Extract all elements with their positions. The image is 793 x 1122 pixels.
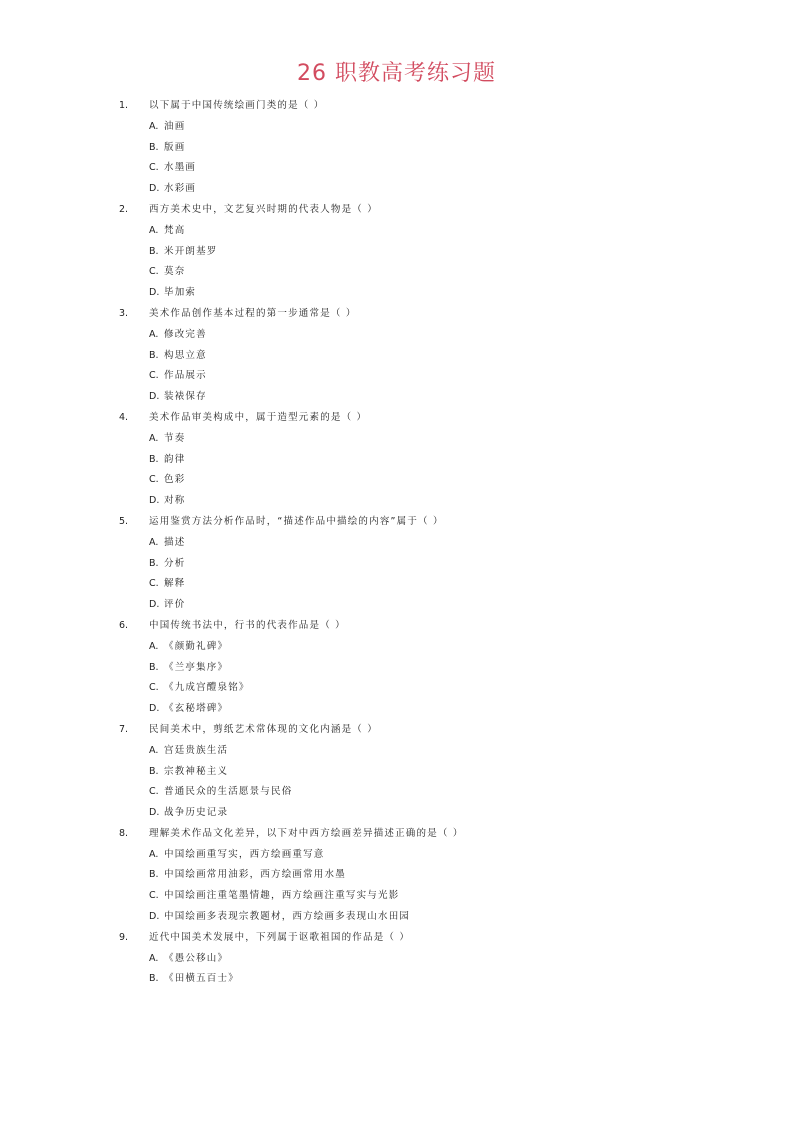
- answer-option: [0, 741, 793, 762]
- option-letter: D.: [149, 391, 160, 403]
- answer-option: [0, 595, 793, 616]
- option-letter: C.: [149, 266, 159, 278]
- answer-option: [0, 907, 793, 928]
- option-letter: C.: [149, 162, 159, 174]
- question-text: 西方美术史中，文艺复兴时期的代表人物是（ ）: [149, 203, 378, 215]
- option-text: 宗教神秘主义: [164, 765, 229, 777]
- option-text: 水彩画: [164, 183, 197, 195]
- answer-option: [0, 865, 793, 886]
- answer-option: [0, 699, 793, 720]
- question-stem: [0, 96, 793, 117]
- option-text: 《颜勤礼碑》: [164, 640, 229, 652]
- option-letter: D.: [149, 287, 160, 299]
- question-number: 1.: [119, 100, 129, 111]
- answer-option: [0, 346, 793, 367]
- question-item: [0, 96, 793, 200]
- option-text: 评价: [164, 599, 186, 611]
- option-text: 韵律: [164, 453, 186, 465]
- question-number: 6.: [119, 619, 129, 631]
- option-text: 《田横五百士》: [164, 973, 239, 985]
- option-text: 米开朗基罗: [164, 245, 218, 257]
- answer-option: [0, 366, 793, 387]
- option-text: 中国绘画常用油彩，西方绘画常用水墨: [164, 869, 346, 881]
- answer-option: [0, 554, 793, 575]
- question-text: 运用鉴赏方法分析作品时，“描述作品中描绘的内容”属于（ ）: [149, 515, 444, 527]
- option-text: 分析: [164, 557, 186, 569]
- option-text: 油画: [164, 120, 186, 132]
- answer-option: [0, 179, 793, 200]
- option-text: 描述: [164, 536, 186, 548]
- option-text: 毕加索: [164, 287, 197, 299]
- option-text: 水墨画: [164, 162, 197, 174]
- answer-option: [0, 533, 793, 554]
- question-number: 3.: [119, 307, 129, 319]
- answer-option: [0, 429, 793, 450]
- option-text: 梵高: [164, 224, 186, 236]
- question-text: 中国传统书法中，行书的代表作品是（ ）: [149, 619, 346, 631]
- option-text: 《兰亭集序》: [164, 661, 229, 673]
- answer-option: [0, 782, 793, 803]
- answer-option: [0, 658, 793, 679]
- option-letter: B.: [149, 245, 159, 257]
- option-text: 战争历史记录: [164, 807, 229, 819]
- answer-option: [0, 762, 793, 783]
- option-letter: A.: [149, 536, 159, 548]
- answer-option: [0, 678, 793, 699]
- option-letter: A.: [149, 224, 159, 236]
- option-text: 修改完善: [164, 328, 207, 340]
- question-item: [0, 304, 793, 408]
- answer-option: [0, 283, 793, 304]
- option-letter: D.: [149, 495, 160, 507]
- answer-option: [0, 242, 793, 263]
- option-letter: A.: [149, 848, 159, 860]
- question-stem: [0, 512, 793, 533]
- option-letter: B.: [149, 973, 159, 985]
- answer-option: [0, 886, 793, 907]
- question-number: 2.: [119, 203, 129, 215]
- answer-option: [0, 158, 793, 179]
- answer-option: [0, 803, 793, 824]
- question-stem: [0, 720, 793, 741]
- option-text: 普通民众的生活愿景与民俗: [164, 786, 293, 798]
- option-text: 《九成宫醴泉铭》: [164, 682, 250, 694]
- option-letter: A.: [149, 744, 159, 756]
- option-text: 中国绘画注重笔墨情趣，西方绘画注重写实与光影: [164, 890, 400, 902]
- option-letter: C.: [149, 890, 159, 902]
- question-number: 8.: [119, 827, 129, 839]
- option-letter: C.: [149, 786, 159, 798]
- option-text: 节奏: [164, 432, 186, 444]
- option-text: 作品展示: [164, 370, 207, 382]
- question-stem: [0, 616, 793, 637]
- option-letter: A.: [149, 640, 159, 652]
- answer-option: [0, 325, 793, 346]
- question-text: 理解美术作品文化差异，以下对中西方绘画差异描述正确的是（ ）: [149, 827, 464, 839]
- option-letter: B.: [149, 661, 159, 673]
- answer-option: [0, 470, 793, 491]
- question-number: 7.: [119, 723, 129, 735]
- option-text: 《愚公移山》: [164, 952, 229, 964]
- question-text: 美术作品创作基本过程的第一步通常是（ ）: [149, 307, 357, 319]
- option-text: 中国绘画多表现宗教题材，西方绘画多表现山水田园: [164, 911, 411, 923]
- option-letter: B.: [149, 141, 159, 153]
- answer-option: [0, 969, 793, 990]
- question-number: 4.: [119, 411, 129, 423]
- question-text: 民间美术中，剪纸艺术常体现的文化内涵是（ ）: [149, 723, 378, 735]
- question-text: 以下属于中国传统绘画门类的是（ ）: [149, 100, 325, 111]
- question-stem: [0, 304, 793, 325]
- option-letter: D.: [149, 183, 160, 195]
- question-stem: [0, 408, 793, 429]
- option-letter: C.: [149, 578, 159, 590]
- option-text: 构思立意: [164, 349, 207, 361]
- option-letter: A.: [149, 120, 159, 132]
- answer-option: [0, 138, 793, 159]
- question-item: [0, 928, 793, 990]
- question-item: [0, 408, 793, 512]
- question-text: 近代中国美术发展中，下列属于讴歌祖国的作品是（ ）: [149, 931, 411, 943]
- option-text: 中国绘画重写实，西方绘画重写意: [164, 848, 325, 860]
- option-letter: C.: [149, 370, 159, 382]
- option-letter: B.: [149, 765, 159, 777]
- option-letter: B.: [149, 869, 159, 881]
- option-letter: A.: [149, 952, 159, 964]
- question-text: 美术作品审美构成中，属于造型元素的是（ ）: [149, 411, 368, 423]
- option-letter: A.: [149, 432, 159, 444]
- page-title: 26 职教高考练习题: [297, 61, 496, 86]
- answer-option: [0, 949, 793, 970]
- answer-option: [0, 262, 793, 283]
- answer-option: [0, 117, 793, 138]
- answer-option: [0, 637, 793, 658]
- option-letter: C.: [149, 682, 159, 694]
- answer-option: [0, 450, 793, 471]
- question-number: 5.: [119, 515, 129, 527]
- question-item: [0, 512, 793, 616]
- option-letter: D.: [149, 599, 160, 611]
- question-stem: [0, 200, 793, 221]
- option-letter: D.: [149, 703, 160, 715]
- question-stem: [0, 824, 793, 845]
- option-letter: A.: [149, 328, 159, 340]
- option-text: 莫奈: [164, 266, 186, 278]
- option-text: 版画: [164, 141, 186, 153]
- option-text: 解释: [164, 578, 186, 590]
- question-item: [0, 200, 793, 304]
- option-text: 对称: [164, 495, 186, 507]
- answer-option: [0, 574, 793, 595]
- question-list: [0, 96, 793, 990]
- answer-option: [0, 845, 793, 866]
- question-item: [0, 616, 793, 720]
- question-item: [0, 824, 793, 928]
- answer-option: [0, 491, 793, 512]
- question-stem: [0, 928, 793, 949]
- option-text: 色彩: [164, 474, 186, 486]
- answer-option: [0, 387, 793, 408]
- option-letter: C.: [149, 474, 159, 486]
- option-text: 宫廷贵族生活: [164, 744, 229, 756]
- question-number: 9.: [119, 931, 129, 943]
- option-letter: B.: [149, 349, 159, 361]
- option-letter: B.: [149, 453, 159, 465]
- option-text: 装裱保存: [164, 391, 207, 403]
- option-letter: D.: [149, 807, 160, 819]
- option-text: 《玄秘塔碑》: [164, 703, 229, 715]
- question-item: [0, 720, 793, 824]
- answer-option: [0, 221, 793, 242]
- option-letter: B.: [149, 557, 159, 569]
- option-letter: D.: [149, 911, 160, 923]
